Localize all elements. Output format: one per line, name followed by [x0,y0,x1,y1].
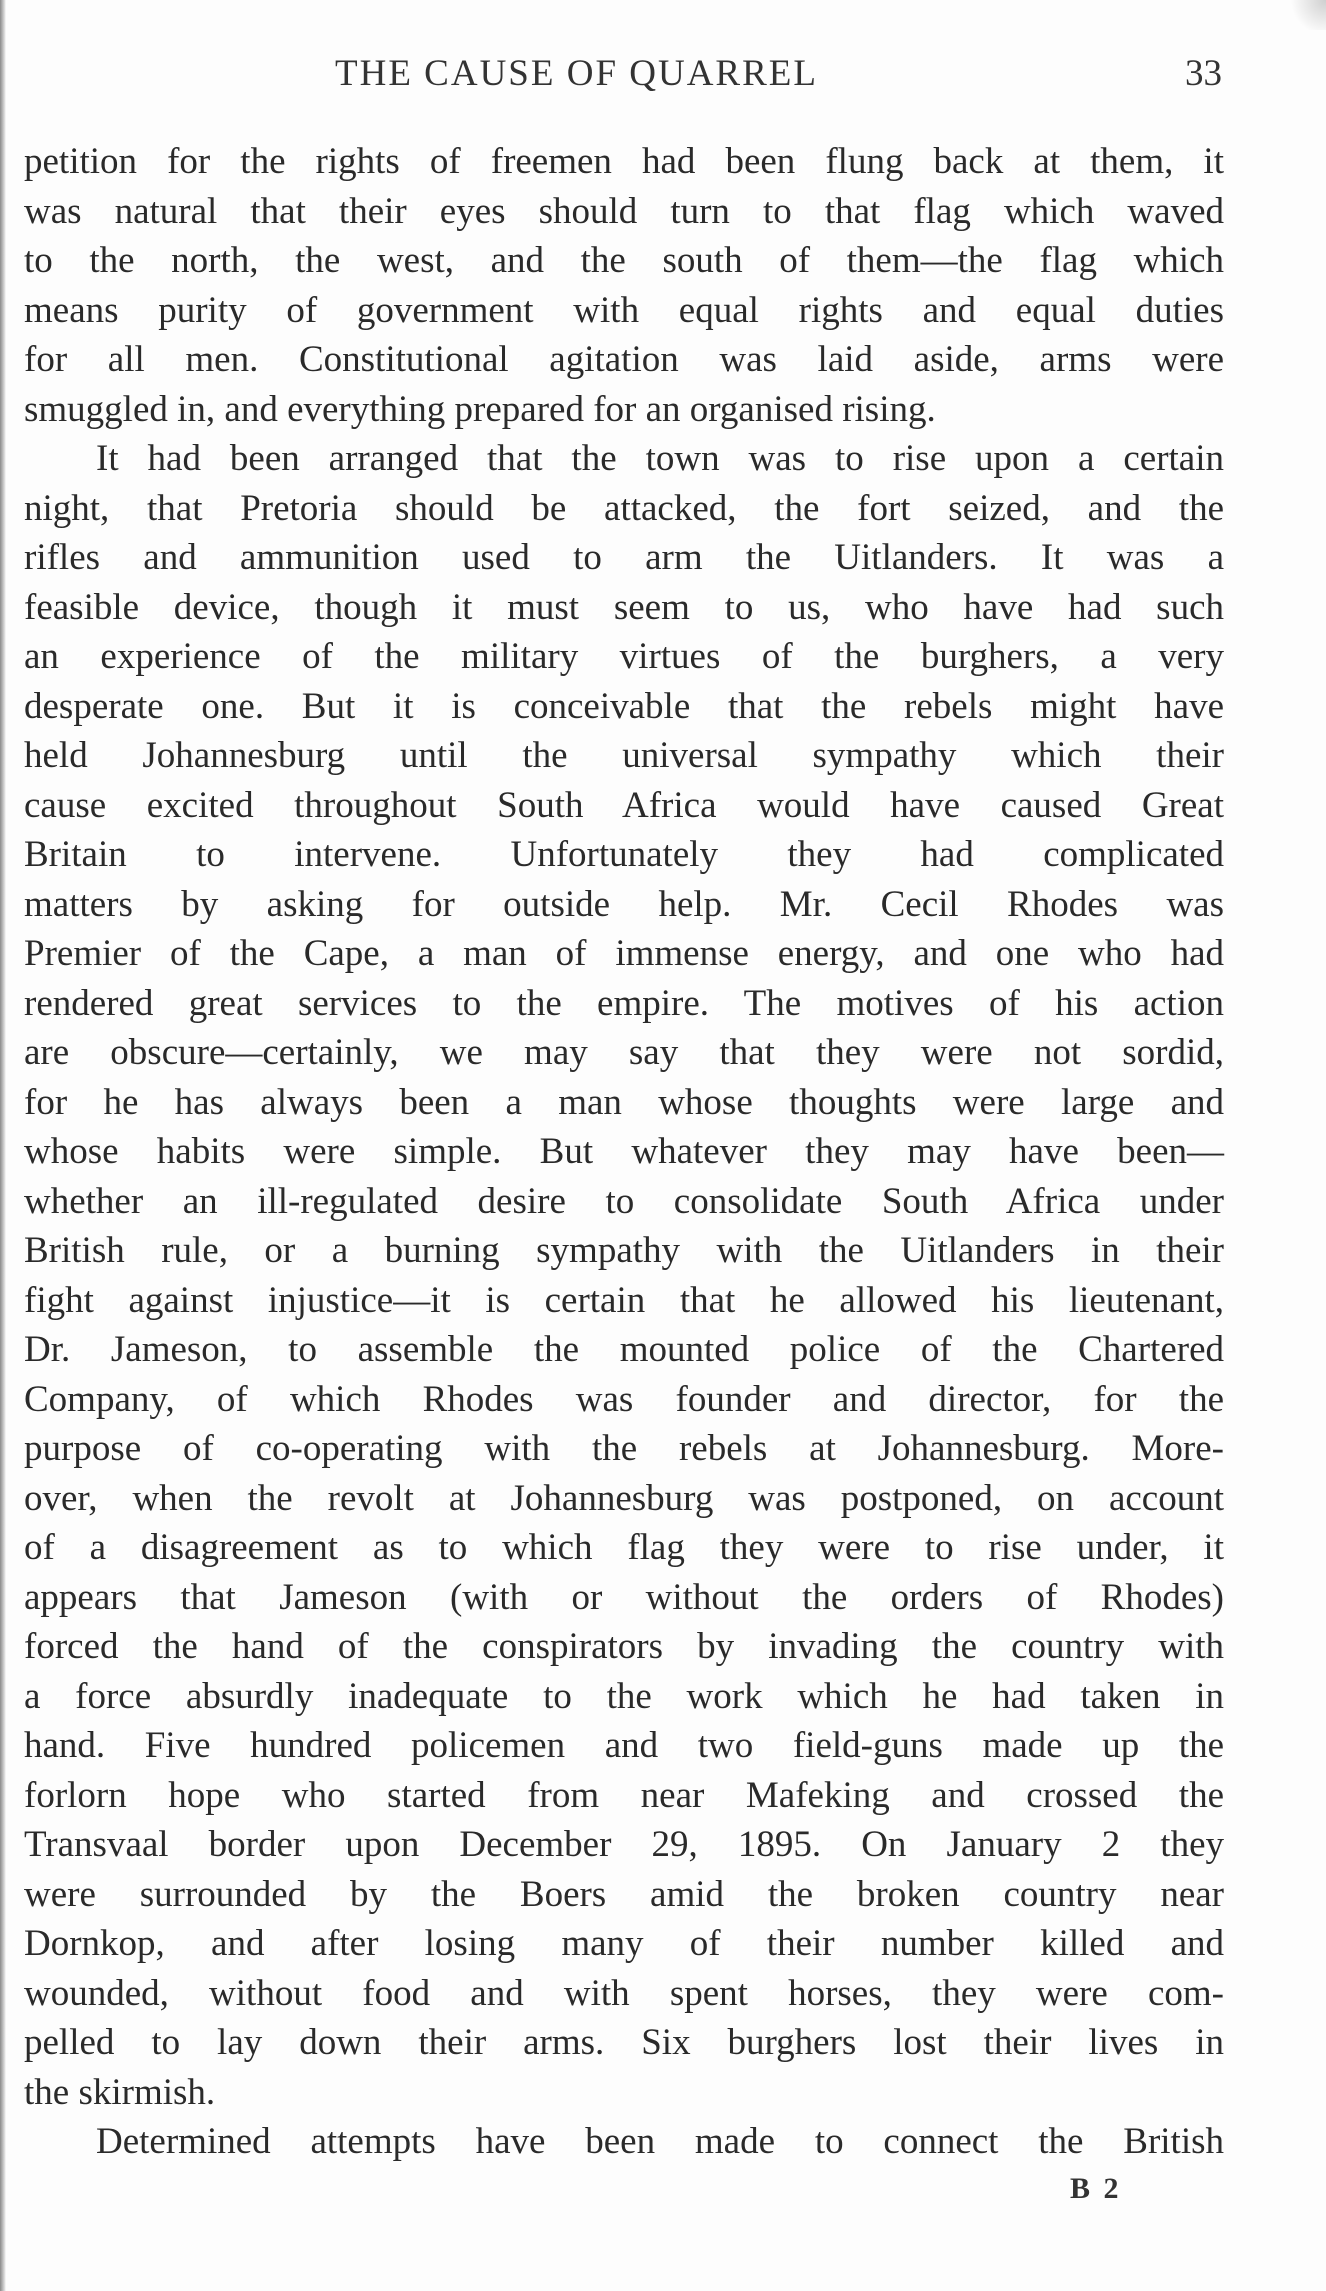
text-line: cause excited throughout South Africa would have caused Great [24,784,1224,826]
text-line: was natural that their eyes should turn to that flag which waved [24,190,1224,232]
text-line: rifles and ammunition used to arm the Uitlanders. It was a [24,537,1224,578]
page-corner-wear [1286,0,1326,30]
text-line: Britain to intervene. Unfortunately they had complicated [24,834,1224,875]
signature-mark: B 2 [1070,2172,1122,2205]
text-line: purpose of co-operating with the rebels at Johannesburg. More- [24,1428,1224,1469]
text-line: petition for the rights of freemen had been flung back at them, it [24,141,1224,182]
page-binding-edge [0,0,6,2291]
text-line: for all men. Constitutional agitation was laid aside, arms were [24,339,1224,380]
text-line: to the north, the west, and the south of them—the flag which [24,240,1224,281]
text-line: rendered great services to the empire. The motives of his action [24,982,1224,1024]
page-number: 33 [1185,53,1222,94]
text-line: the skirmish. [24,2071,216,2113]
text-line: It had been arranged that the town was to rise upon a certain [96,438,1224,479]
text-line: night, that Pretoria should be attacked, the fort seized, and the [24,487,1224,529]
text-line: hand. Five hundred policemen and two field-guns made up the [24,1725,1224,1766]
text-line: of a disagreement as to which flag they were to rise under, it [24,1527,1224,1568]
text-line: appears that Jameson (with or without the orders of Rhodes) [24,1576,1224,1618]
text-line: desperate one. But it is conceivable that the rebels might have [24,685,1224,727]
text-line: Company, of which Rhodes was founder and director, for the [24,1378,1224,1420]
text-line: pelled to lay down their arms. Six burghers lost their lives in [24,2022,1224,2063]
body-text [24,137,1224,2167]
text-line: for he has always been a man whose thoughts were large and [24,1081,1224,1123]
text-line: a force absurdly inadequate to the work which he had taken in [24,1675,1224,1717]
text-line: whose habits were simple. But whatever they may have been— [24,1131,1224,1172]
text-line: smuggled in, and everything prepared for an organised rising. [24,388,936,430]
text-line: an experience of the military virtues of the burghers, a very [24,636,1224,677]
text-line: feasible device, though it must seem to us, who have had such [24,586,1224,628]
text-line: Premier of the Cape, a man of immense energy, and one who had [24,933,1224,974]
text-line: means purity of government with equal rights and equal duties [24,289,1224,331]
text-line: Dr. Jameson, to assemble the mounted police of the Chartered [24,1329,1224,1370]
text-line: wounded, without food and with spent horses, they were com- [24,1972,1224,2014]
text-line: forced the hand of the conspirators by invading the country with [24,1626,1224,1667]
text-line: forlorn hope who started from near Mafeking and crossed the [24,1774,1224,1816]
running-title: THE CAUSE OF QUARREL [335,53,818,94]
text-line: matters by asking for outside help. Mr. Cecil Rhodes was [24,883,1224,925]
text-line: are obscure—certainly, we may say that they were not sordid, [24,1032,1224,1073]
text-line: whether an ill-regulated desire to consolidate South Africa under [24,1180,1224,1222]
text-line: over, when the revolt at Johannesburg was postponed, on account [24,1477,1224,1519]
text-line: fight against injustice—it is certain that he allowed his lieutenant, [24,1279,1224,1321]
text-line: British rule, or a burning sympathy with the Uitlanders in their [24,1230,1224,1271]
running-head [0,52,1326,102]
text-line: Dornkop, and after losing many of their number killed and [24,1923,1224,1964]
text-line: Determined attempts have been made to connect the British [96,2121,1224,2162]
text-line: Transvaal border upon December 29, 1895. On January 2 they [24,1824,1224,1865]
text-line: were surrounded by the Boers amid the broken country near [24,1873,1224,1915]
text-line: held Johannesburg until the universal sympathy which their [24,735,1224,776]
